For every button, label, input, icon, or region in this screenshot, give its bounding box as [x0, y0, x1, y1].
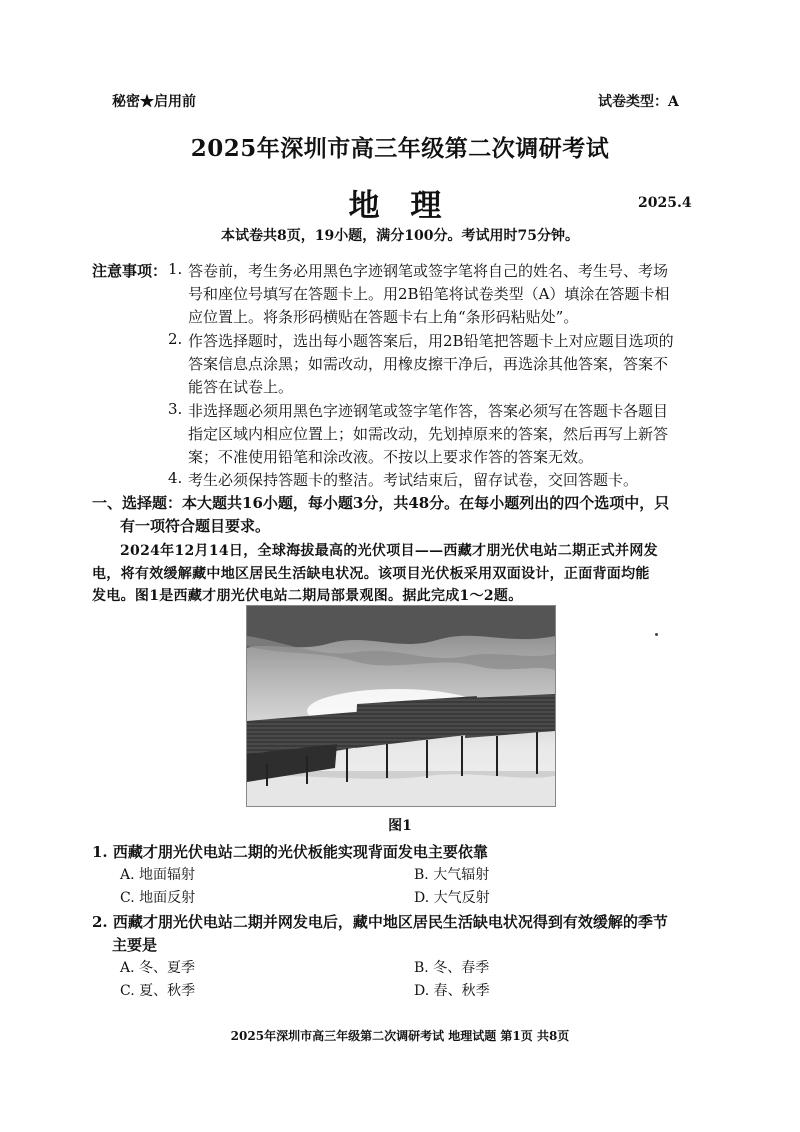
notice-line: 应位置上。将条形码横贴在答题卡右上角“条形码粘贴处”。 [188, 308, 579, 326]
question-stem: 2. 西藏才朋光伏电站二期并网发电后，藏中地区居民生活缺电状况得到有效缓解的季节 [92, 913, 668, 931]
option-a: A. 地面辐射 [120, 867, 196, 883]
section-heading: 一、选择题：本大题共16小题，每小题3分，共48分。在每小题列出的四个选项中，只 [92, 494, 670, 512]
notice-label: 注意事项： [92, 262, 168, 280]
exam-title: 2025年深圳市高三年级第二次调研考试 [190, 135, 610, 162]
notice-num: 2. [168, 330, 183, 348]
subject-title: 地 理 [348, 188, 452, 224]
page-footer: 2025年深圳市高三年级第二次调研考试 地理试题 第1页 共8页 [230, 1029, 570, 1043]
section-heading-cont: 有一项符合题目要求。 [120, 517, 271, 535]
exam-intro: 本试卷共8页，19小题，满分100分。考试用时75分钟。 [221, 228, 579, 244]
question-stem-cont: 主要是 [112, 936, 158, 954]
option-a: A. 冬、夏季 [120, 960, 196, 976]
exam-date: 2025.4 [638, 195, 692, 211]
notice-num: 4. [168, 469, 183, 487]
passage-line: 发电。图1是西藏才朋光伏电站二期局部景观图。据此完成1～2题。 [92, 588, 523, 604]
figure-caption: 图1 [388, 818, 412, 834]
notice-line: 作答选择题时，选出每小题答案后，用2B铅笔把答题卡上对应题目选项的 [188, 332, 674, 350]
option-d: D. 大气反射 [414, 890, 490, 906]
option-b: B. 冬、春季 [414, 960, 490, 976]
notice-line: 号和座位号填写在答题卡上。用2B铅笔将试卷类型（A）填涂在答题卡相 [188, 285, 670, 303]
notice-line: 答卷前，考生务必用黑色字迹钢笔或签字笔将自己的姓名、考生号、考场 [188, 262, 669, 280]
notice-line: 指定区域内相应位置上；如需改动，先划掉原来的答案，然后再写上新答 [188, 425, 669, 443]
passage-line: 2024年12月14日，全球海拔最高的光伏项目——西藏才朋光伏电站二期正式并网发 [120, 543, 658, 559]
speck [655, 633, 658, 636]
option-b: B. 大气辐射 [414, 867, 490, 883]
notice-num: 3. [168, 400, 183, 418]
notice-line: 能答在试卷上。 [188, 378, 294, 396]
passage-line: 电，将有效缓解藏中地区居民生活缺电状况。该项目光伏板采用双面设计，正面背面均能 [92, 566, 650, 582]
question-stem: 1. 西藏才朋光伏电站二期的光伏板能实现背面发电主要依靠 [92, 843, 488, 861]
paper-type: 试卷类型：A [598, 94, 679, 110]
notice-line: 考生必须保持答题卡的整洁。考试结束后，留存试卷，交回答题卡。 [188, 471, 639, 489]
option-c: C. 夏、秋季 [120, 983, 196, 999]
option-c: C. 地面反射 [120, 890, 196, 906]
solar-panel-photo [246, 605, 556, 807]
notice-line: 非选择题必须用黑色字迹钢笔或签字笔作答，答案必须写在答题卡各题目 [188, 402, 669, 420]
option-d: D. 春、秋季 [414, 983, 490, 999]
secret-label: 秘密★启用前 [112, 94, 196, 110]
solar-panel-image [247, 606, 555, 806]
notice-line: 案；不准使用铅笔和涂改液。不按以上要求作答的答案无效。 [188, 448, 594, 466]
notice-line: 答案信息点涂黑；如需改动，用橡皮擦干净后，再选涂其他答案，答案不 [188, 355, 669, 373]
notice-num: 1. [168, 260, 183, 278]
